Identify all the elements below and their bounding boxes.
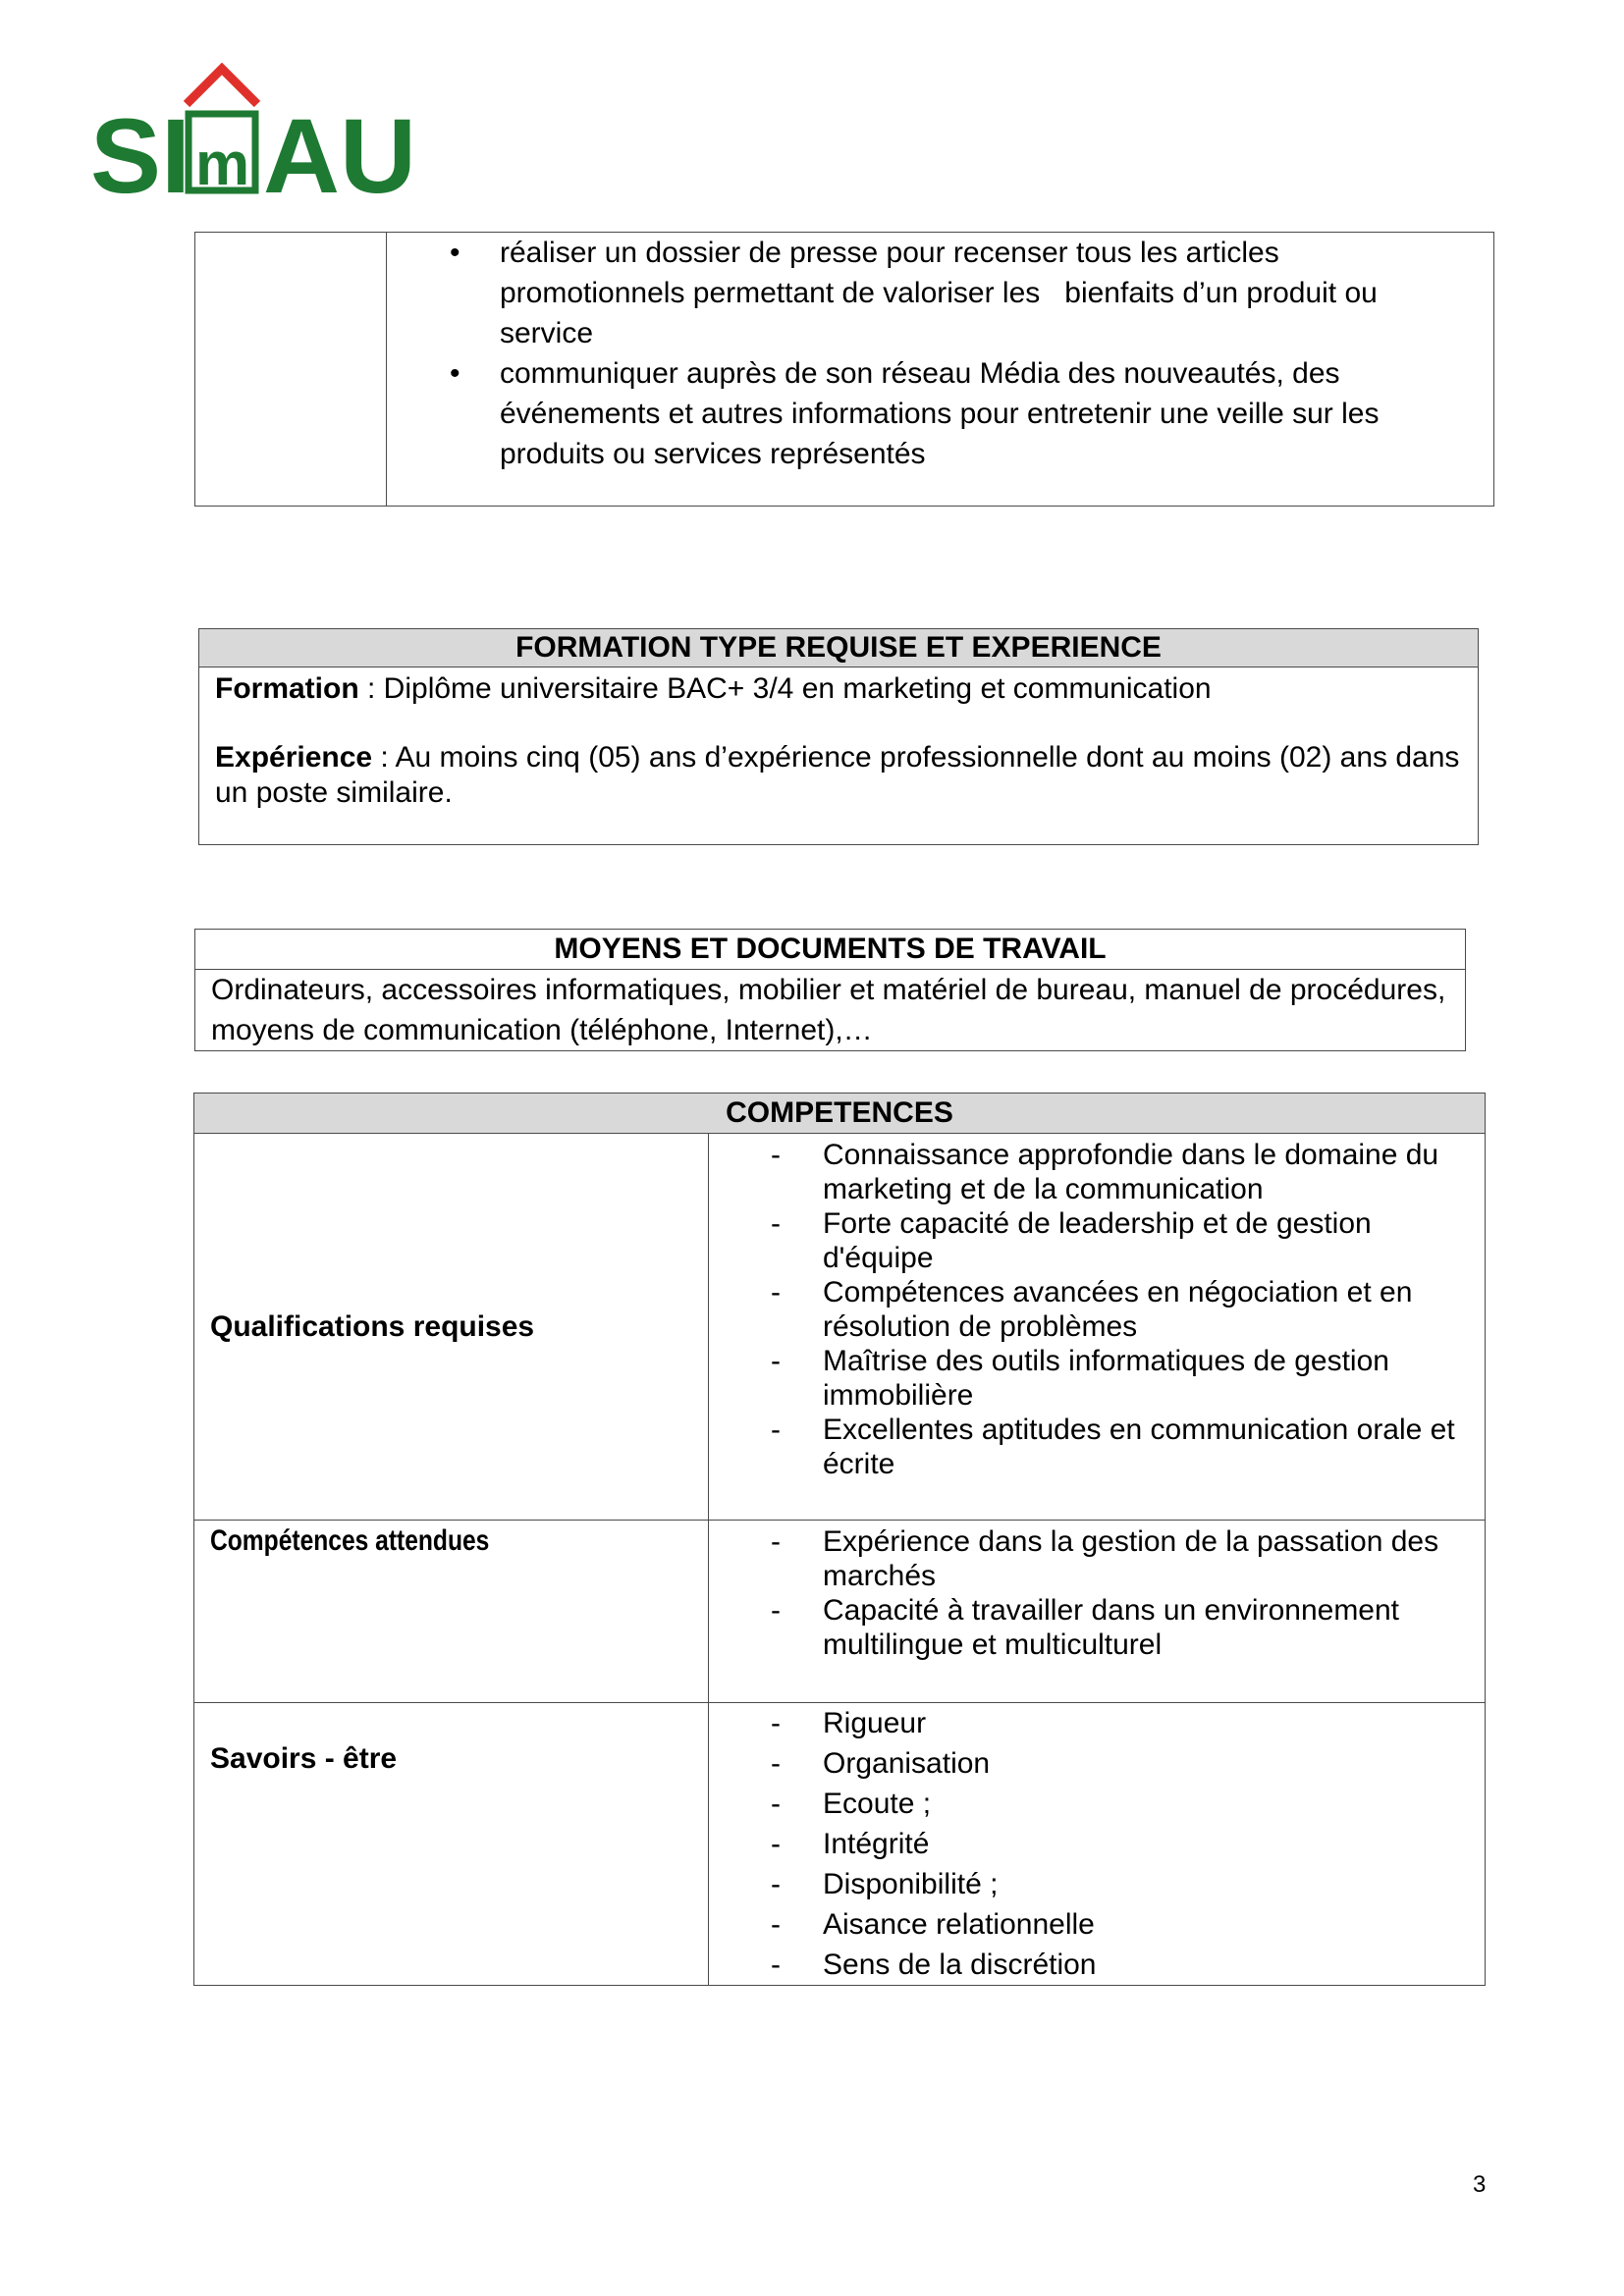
qualifications-label-text: Qualifications requises — [210, 1310, 535, 1343]
list-item: - Compétences avancées en négociation et en résolution de problèmes — [709, 1275, 1475, 1344]
list-item: - Maîtrise des outils informatiques de gestion immobilière — [709, 1344, 1475, 1413]
experience-label: Expérience — [215, 741, 373, 774]
competences-attendues-list-cell — [709, 1521, 1486, 1703]
list-item: - Ecoute ; — [709, 1784, 1475, 1824]
page-number: 3 — [1473, 2171, 1487, 2198]
formation-text: : Diplôme universitaire BAC+ 3/4 en marketing et communication — [358, 672, 1212, 705]
continuation-empty-cell — [195, 233, 387, 507]
moyens-table — [194, 929, 1466, 1051]
list-item: - Connaissance approfondie dans le domaine du marketing et de la communication — [709, 1138, 1475, 1206]
moyens-text: Ordinateurs, accessoires informatiques, mobilier et matériel de bureau, manuel de procédures, moyens de communication (téléphone, Internet),… — [195, 970, 1466, 1051]
savoirs-etre-list — [709, 1703, 1475, 1985]
formation-line — [215, 671, 1464, 707]
list-item: - Disponibilité ; — [709, 1864, 1475, 1904]
bullet-item: • réaliser un dossier de presse pour recenser tous les articles promotionnels permettant de valoriser les bienfaits d’un produit ou service — [387, 233, 1415, 353]
formation-label: Formation — [215, 672, 359, 705]
formation-header: FORMATION TYPE REQUISE ET EXPERIENCE — [199, 629, 1479, 667]
experience-text: : Au moins cinq (05) ans d’expérience professionnelle dont au moins (02) ans dans un poste similaire. — [215, 741, 1460, 809]
continuation-content-cell — [387, 233, 1494, 507]
continuation-bullet-list — [387, 233, 1493, 474]
moyens-header: MOYENS ET DOCUMENTS DE TRAVAIL — [195, 930, 1466, 970]
list-item: - Forte capacité de leadership et de gestion d'équipe — [709, 1206, 1475, 1275]
logo-text-au: AU — [263, 96, 416, 200]
list-item: - Organisation — [709, 1743, 1475, 1784]
savoirs-etre-label — [194, 1703, 709, 1986]
formation-table — [198, 628, 1479, 845]
list-item: - Excellentes aptitudes en communication orale et écrite — [709, 1413, 1475, 1481]
qualifications-list — [709, 1138, 1475, 1481]
competences-header: COMPETENCES — [194, 1094, 1486, 1134]
qualifications-label — [194, 1134, 709, 1521]
logo-text-m: m — [195, 131, 250, 198]
competences-attendues-label — [194, 1521, 709, 1703]
savoirs-etre-list-cell — [709, 1703, 1486, 1986]
formation-body — [199, 667, 1479, 845]
list-item: - Rigueur — [709, 1703, 1475, 1743]
competences-attendues-label-text: Compétences attendues — [210, 1524, 490, 1557]
list-item: - Capacité à travailler dans un environnement multilingue et multiculturel — [709, 1593, 1475, 1662]
list-item: - Aisance relationnelle — [709, 1904, 1475, 1945]
competences-attendues-list — [709, 1524, 1475, 1662]
logo-graphic — [90, 63, 444, 200]
experience-line — [215, 740, 1464, 811]
list-item: - Sens de la discrétion — [709, 1945, 1475, 1985]
savoirs-etre-label-text: Savoirs - être — [210, 1742, 398, 1775]
logo-text-si: SI — [90, 96, 191, 200]
competences-table — [193, 1093, 1486, 1986]
simau-logo — [90, 63, 444, 200]
bullet-item: • communiquer auprès de son réseau Média des nouveautés, des événements et autres informations pour entretenir une veille sur les produits ou services représentés — [387, 353, 1415, 474]
list-item: - Expérience dans la gestion de la passation des marchés — [709, 1524, 1475, 1593]
roof-icon — [187, 69, 257, 104]
list-item: - Intégrité — [709, 1824, 1475, 1864]
continuation-table — [194, 232, 1494, 507]
qualifications-list-cell — [709, 1134, 1486, 1521]
